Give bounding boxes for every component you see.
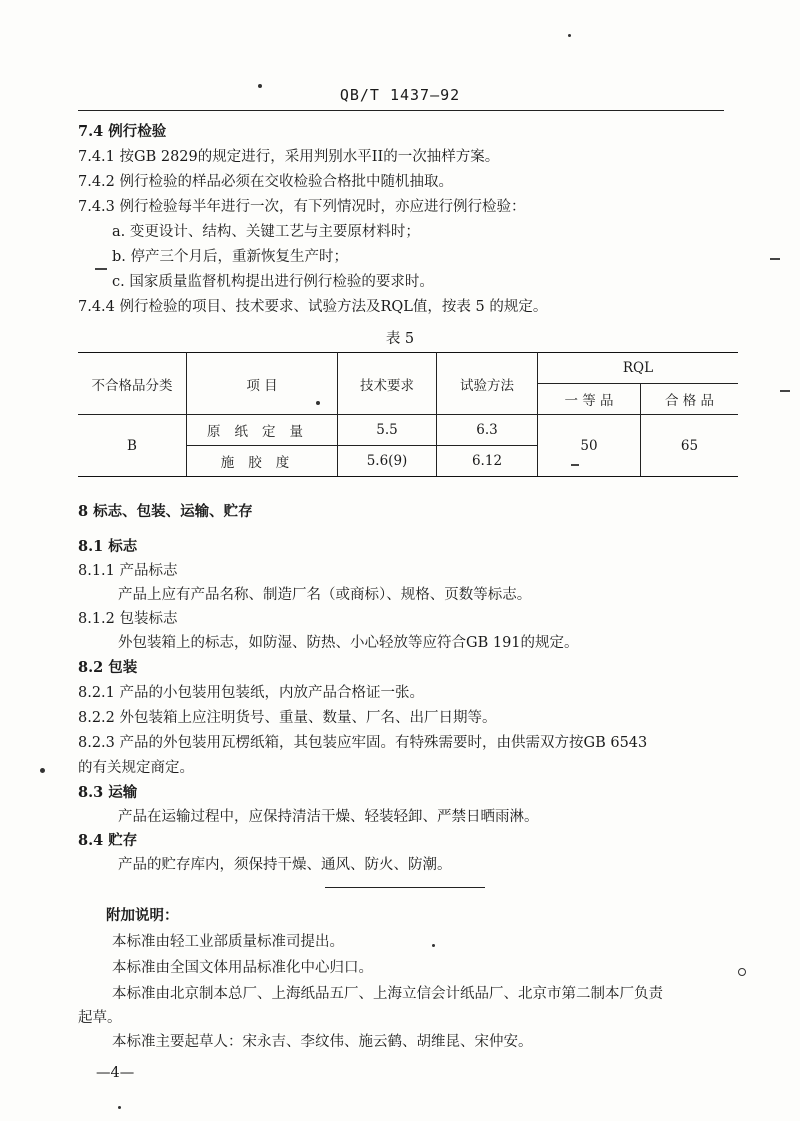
section-8-4-title: 8.4 贮存 xyxy=(78,832,138,849)
row-item-sizing-degree: 施胶度 xyxy=(187,446,338,477)
header-first-grade: 一 等 品 xyxy=(538,384,641,415)
header-category: 不合格品分类 xyxy=(78,353,187,415)
clause-7-4-3-a: a. 变更设计、结构、关键工艺与主要原材料时； xyxy=(112,224,420,240)
clause-7-4-3-c: c. 国家质量监督机构提出进行例行检验的要求时。 xyxy=(112,274,434,290)
clause-8-1-1: 8.1.1 产品标志 xyxy=(78,563,178,579)
clause-8-4-text: 产品的贮存库内，须保持干燥、通风、防火、防潮。 xyxy=(118,857,452,873)
appendix-title: 附加说明： xyxy=(106,907,179,924)
clause-8-2-3: 8.2.3 产品的外包装用瓦楞纸箱，其包装应牢固。有特殊需要时，由供需双方按GB 6543 xyxy=(78,735,648,751)
standard-code-header: QB/T 1437—92 xyxy=(339,86,461,104)
rql-qualified-value: 65 xyxy=(641,415,739,477)
row-method-6-3: 6.3 xyxy=(437,415,538,446)
clause-7-4-1: 7.4.1 按GB 2829的规定进行，采用判别水平II的一次抽样方案。 xyxy=(78,149,500,165)
scan-speck xyxy=(738,968,746,976)
scan-speck xyxy=(118,1106,121,1109)
clause-8-1-2: 8.1.2 包装标志 xyxy=(78,611,178,627)
scan-speck xyxy=(258,84,262,88)
header-test-method: 试验方法 xyxy=(437,353,538,415)
end-rule xyxy=(325,887,485,888)
row-tech-5-5: 5.5 xyxy=(338,415,437,446)
clause-8-2-3-cont: 的有关规定商定。 xyxy=(78,760,194,776)
scan-speck xyxy=(40,768,45,773)
appendix-line-3: 本标准由北京制本总厂、上海纸品五厂、上海立信会计纸品厂、北京市第二制本厂负责 xyxy=(112,986,663,1002)
clause-7-4-3: 7.4.3 例行检验每半年进行一次，有下列情况时，亦应进行例行检验： xyxy=(78,199,526,215)
section-8-3-title: 8.3 运输 xyxy=(78,784,138,801)
appendix-line-3-cont: 起草。 xyxy=(78,1010,122,1026)
clause-8-1-1-text: 产品上应有产品名称、制造厂名（或商标）、规格、页数等标志。 xyxy=(118,587,532,603)
table-5-caption: 表 5 xyxy=(385,331,415,347)
scan-mark xyxy=(95,268,107,270)
header-tech-requirement: 技术要求 xyxy=(338,353,437,415)
rql-first-grade-value: 50 xyxy=(538,415,641,477)
scan-mark xyxy=(770,258,780,260)
section-8-1-title: 8.1 标志 xyxy=(78,538,138,555)
clause-8-2-2: 8.2.2 外包装箱上应注明货号、重量、数量、厂名、出厂日期等。 xyxy=(78,710,497,726)
row-method-6-12: 6.12 xyxy=(437,446,538,477)
clause-8-2-1: 8.2.1 产品的小包装用包装纸，内放产品合格证一张。 xyxy=(78,685,425,701)
scan-speck xyxy=(316,401,320,405)
section-8-title: 8 标志、包装、运输、贮存 xyxy=(78,503,253,520)
clause-8-3-text: 产品在运输过程中，应保持清洁干燥、轻装轻卸、严禁日晒雨淋。 xyxy=(118,809,539,825)
table-5 xyxy=(78,352,738,477)
scan-mark xyxy=(780,390,790,392)
header-rule xyxy=(78,110,724,111)
header-qualified-grade: 合 格 品 xyxy=(641,384,739,415)
clause-7-4-3-b: b. 停产三个月后，重新恢复生产时； xyxy=(112,249,348,265)
clause-7-4-4: 7.4.4 例行检验的项目、技术要求、试验方法及RQL值，按表 5 的规定。 xyxy=(78,299,548,315)
row-tech-5-6-9: 5.6(9) xyxy=(338,446,437,477)
section-8-2-title: 8.2 包装 xyxy=(78,659,138,676)
row-item-base-paper-weight: 原纸定量 xyxy=(187,415,338,446)
row-category-b: B xyxy=(78,415,187,477)
scan-speck xyxy=(568,34,571,37)
header-rql: RQL xyxy=(538,353,739,384)
page-number: —4— xyxy=(96,1065,135,1081)
scan-mark xyxy=(571,464,579,466)
scan-speck xyxy=(432,944,435,947)
appendix-line-2: 本标准由全国文体用品标准化中心归口。 xyxy=(112,960,373,976)
clause-8-1-2-text: 外包装箱上的标志，如防湿、防热、小心轻放等应符合GB 191的规定。 xyxy=(118,635,579,651)
appendix-line-1: 本标准由轻工业部质量标准司提出。 xyxy=(112,934,344,950)
appendix-line-4: 本标准主要起草人：宋永吉、李纹伟、施云鹤、胡维昆、宋仲安。 xyxy=(112,1034,533,1050)
section-7-4-title: 7.4 例行检验 xyxy=(78,123,167,140)
header-item: 项 目 xyxy=(187,353,338,415)
clause-7-4-2: 7.4.2 例行检验的样品必须在交收检验合格批中随机抽取。 xyxy=(78,174,454,190)
